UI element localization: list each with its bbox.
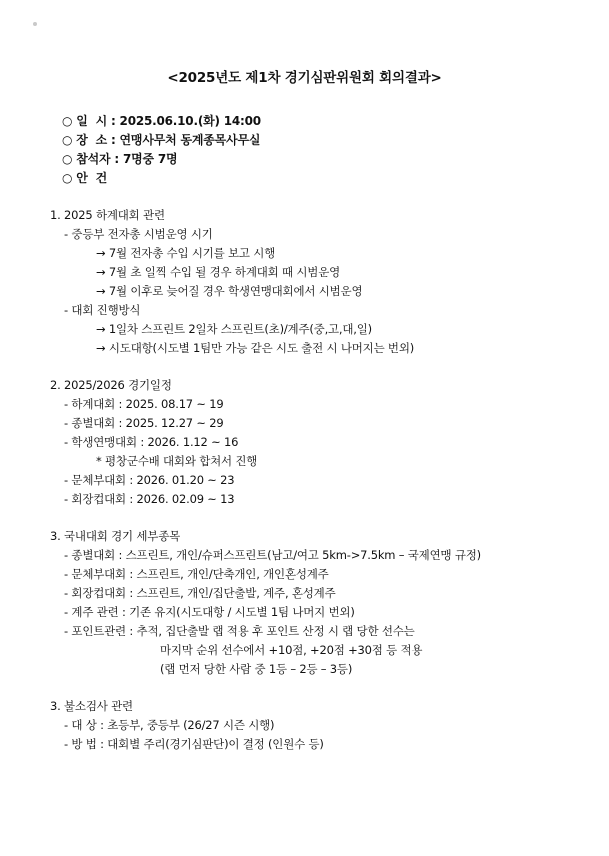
section-2-line-3: - 학생연맹대회 : 2026. 1.12 ~ 16 bbox=[64, 435, 239, 449]
section-1-line-4: → 7월 이후로 늦어질 경우 학생연맹대회에서 시범운영 bbox=[96, 284, 363, 298]
section-1-line-6: → 1일차 스프린트 2일차 스프린트(초)/계주(중,고,대,일) bbox=[96, 322, 372, 336]
section-1-line-3: → 7월 초 일찍 수입 될 경우 하계대회 때 시범운영 bbox=[96, 265, 341, 279]
meta-row-place: ○ 장 소 : 연맹사무처 동계종목사무실 bbox=[62, 133, 261, 147]
section-1-line-2: → 7월 전자총 수입 시기를 보고 시행 bbox=[96, 246, 276, 260]
section-3-line-7: (랩 먼저 당한 사람 중 1등 – 2등 – 3등) bbox=[160, 662, 353, 676]
meta-row-attendees: ○ 참석자 : 7명중 7명 bbox=[62, 152, 178, 166]
section-3-line-6: 마지막 순위 선수에서 +10점, +20점 +30점 등 적용 bbox=[160, 643, 423, 657]
section-2-line-6: - 회장컵대회 : 2026. 02.09 ~ 13 bbox=[64, 492, 235, 506]
section-2-line-5: - 문체부대회 : 2026. 01.20 ~ 23 bbox=[64, 473, 235, 487]
section-1-heading: 1. 2025 하계대회 관련 bbox=[50, 208, 165, 222]
page-title: <2025년도 제1차 경기심판위원회 회의결과> bbox=[167, 70, 442, 86]
meta-row-agenda: ○ 안 건 bbox=[62, 171, 107, 185]
section-1-line-7: → 시도대항(시도별 1팀만 가능 같은 시도 출전 시 나머지는 번외) bbox=[96, 341, 415, 355]
section-2-line-2: - 종별대회 : 2025. 12.27 ~ 29 bbox=[64, 416, 224, 430]
section-1 bbox=[0, 206, 609, 358]
section-1-line-5: - 대회 진행방식 bbox=[64, 303, 141, 317]
section-2-heading: 2. 2025/2026 경기일정 bbox=[50, 378, 172, 392]
section-3-line-4: - 계주 관련 : 기존 유지(시도대항 / 시도별 1팀 나머지 번외) bbox=[64, 605, 355, 619]
scan-artifact-dot bbox=[33, 22, 37, 26]
meta-block bbox=[0, 112, 609, 188]
section-3-line-1: - 종별대회 : 스프린트, 개인/슈퍼스프린트(남고/여고 5km->7.5km – 국제연맹 규정) bbox=[64, 548, 481, 562]
section-2 bbox=[0, 376, 609, 509]
section-3-line-2: - 문체부대회 : 스프린트, 개인/단축개인, 개인혼성계주 bbox=[64, 567, 329, 581]
section-4-line-2: - 방 법 : 대회별 주리(경기심판단)이 결정 (인원수 등) bbox=[64, 737, 324, 751]
section-4-heading: 3. 불소검사 관련 bbox=[50, 699, 133, 713]
section-4 bbox=[0, 697, 609, 754]
section-2-line-1: - 하계대회 : 2025. 08.17 ~ 19 bbox=[64, 397, 224, 411]
section-2-line-4: * 평창군수배 대회와 합쳐서 진행 bbox=[96, 454, 258, 468]
meta-row-date: ○ 일 시 : 2025.06.10.(화) 14:00 bbox=[62, 114, 261, 128]
section-3-line-5: - 포인트관련 : 추적, 집단출발 랩 적용 후 포인트 산정 시 랩 당한 선수는 bbox=[64, 624, 415, 638]
section-3-line-3: - 회장컵대회 : 스프린트, 개인/집단출발, 계주, 혼성계주 bbox=[64, 586, 336, 600]
section-1-line-1: - 중등부 전자총 시범운영 시기 bbox=[64, 227, 213, 241]
section-3-heading: 3. 국내대회 경기 세부종목 bbox=[50, 529, 181, 543]
section-3 bbox=[0, 527, 609, 679]
section-4-line-1: - 대 상 : 초등부, 중등부 (26/27 시즌 시행) bbox=[64, 718, 275, 732]
